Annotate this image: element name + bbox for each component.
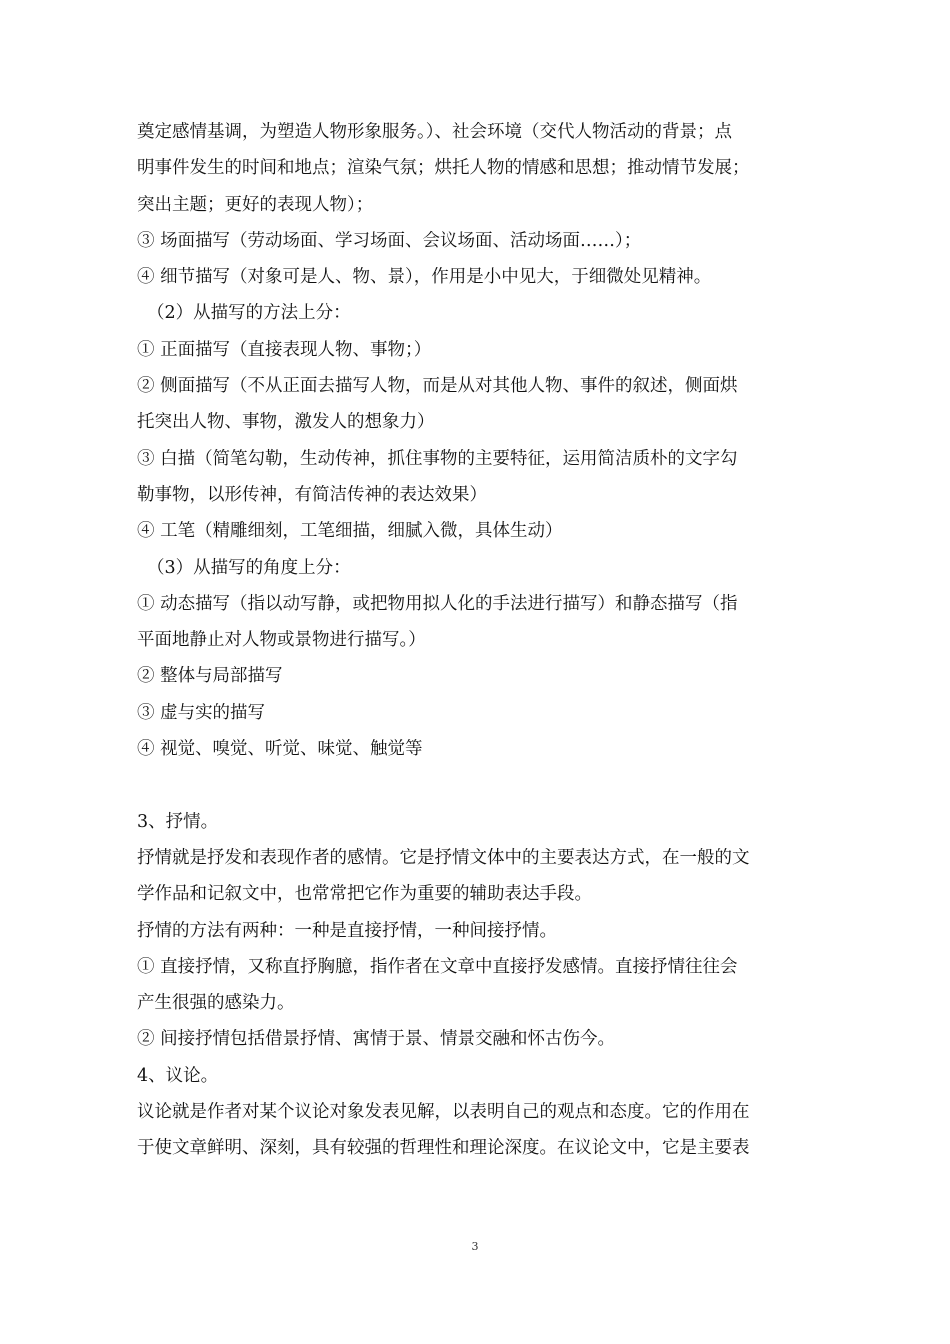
section-subheading: （3）从描写的角度上分： bbox=[147, 557, 351, 578]
list-item: ④ 细节描写（对象可是人、物、景），作用是小中见大，于细微处见精神。 bbox=[137, 267, 712, 288]
text-line: 抒情的方法有两种：一种是直接抒情，一种间接抒情。 bbox=[137, 920, 557, 941]
page-number: 3 bbox=[471, 1240, 479, 1253]
text-line: 托突出人物、事物，激发人的想象力） bbox=[137, 412, 435, 433]
list-item: ① 直接抒情，又称直抒胸臆，指作者在文章中直接抒发感情。直接抒情往往会 bbox=[137, 956, 738, 977]
list-item: ② 整体与局部描写 bbox=[137, 666, 283, 687]
list-item: ① 正面描写（直接表现人物、事物；） bbox=[137, 339, 432, 360]
list-item: ① 动态描写（指以动写静，或把物用拟人化的手法进行描写）和静态描写（指 bbox=[137, 593, 738, 614]
list-item: ② 间接抒情包括借景抒情、寓情于景、情景交融和怀古伤今。 bbox=[137, 1029, 616, 1050]
text-line: 议论就是作者对某个议论对象发表见解，以表明自己的观点和态度。它的作用在 bbox=[137, 1102, 750, 1123]
list-item: ② 侧面描写（不从正面去描写人物，而是从对其他人物、事件的叙述，侧面烘 bbox=[137, 376, 738, 397]
list-item: ④ 工笔（精雕细刻，工笔细描，细腻入微，具体生动） bbox=[137, 521, 563, 542]
section-heading: 4、议论。 bbox=[137, 1065, 219, 1086]
text-line: 平面地静止对人物或景物进行描写。） bbox=[137, 630, 426, 651]
text-line: 抒情就是抒发和表现作者的感情。它是抒情文体中的主要表达方式，在一般的文 bbox=[137, 847, 750, 868]
text-line: 勒事物，以形传神，有简洁传神的表达效果） bbox=[137, 484, 487, 505]
text-line: 于使文章鲜明、深刻，具有较强的哲理性和理论深度。在议论文中，它是主要表 bbox=[137, 1138, 750, 1159]
text-line: 突出主题；更好的表现人物）； bbox=[137, 194, 374, 215]
list-item: ③ 白描（简笔勾勒，生动传神，抓住事物的主要特征，运用简洁质朴的文字勾 bbox=[137, 448, 738, 469]
text-line: 产生很强的感染力。 bbox=[137, 993, 295, 1014]
text-line: 明事件发生的时间和地点；渲染气氛；烘托人物的情感和思想；推动情节发展； bbox=[137, 158, 750, 179]
body-text bbox=[137, 114, 817, 1167]
paragraph-gap bbox=[137, 767, 817, 803]
section-subheading: （2）从描写的方法上分： bbox=[147, 303, 351, 324]
section-heading: 3、抒情。 bbox=[137, 811, 219, 832]
list-item: ③ 场面描写（劳动场面、学习场面、会议场面、活动场面……）； bbox=[137, 230, 642, 251]
text-line: 学作品和记叙文中，也常常把它作为重要的辅助表达手段。 bbox=[137, 884, 592, 905]
list-item: ④ 视觉、嗅觉、听觉、味觉、触觉等 bbox=[137, 739, 423, 760]
text-line: 奠定感情基调，为塑造人物形象服务。）、社会环境（交代人物活动的背景；点 bbox=[137, 122, 732, 142]
list-item: ③ 虚与实的描写 bbox=[137, 702, 266, 723]
